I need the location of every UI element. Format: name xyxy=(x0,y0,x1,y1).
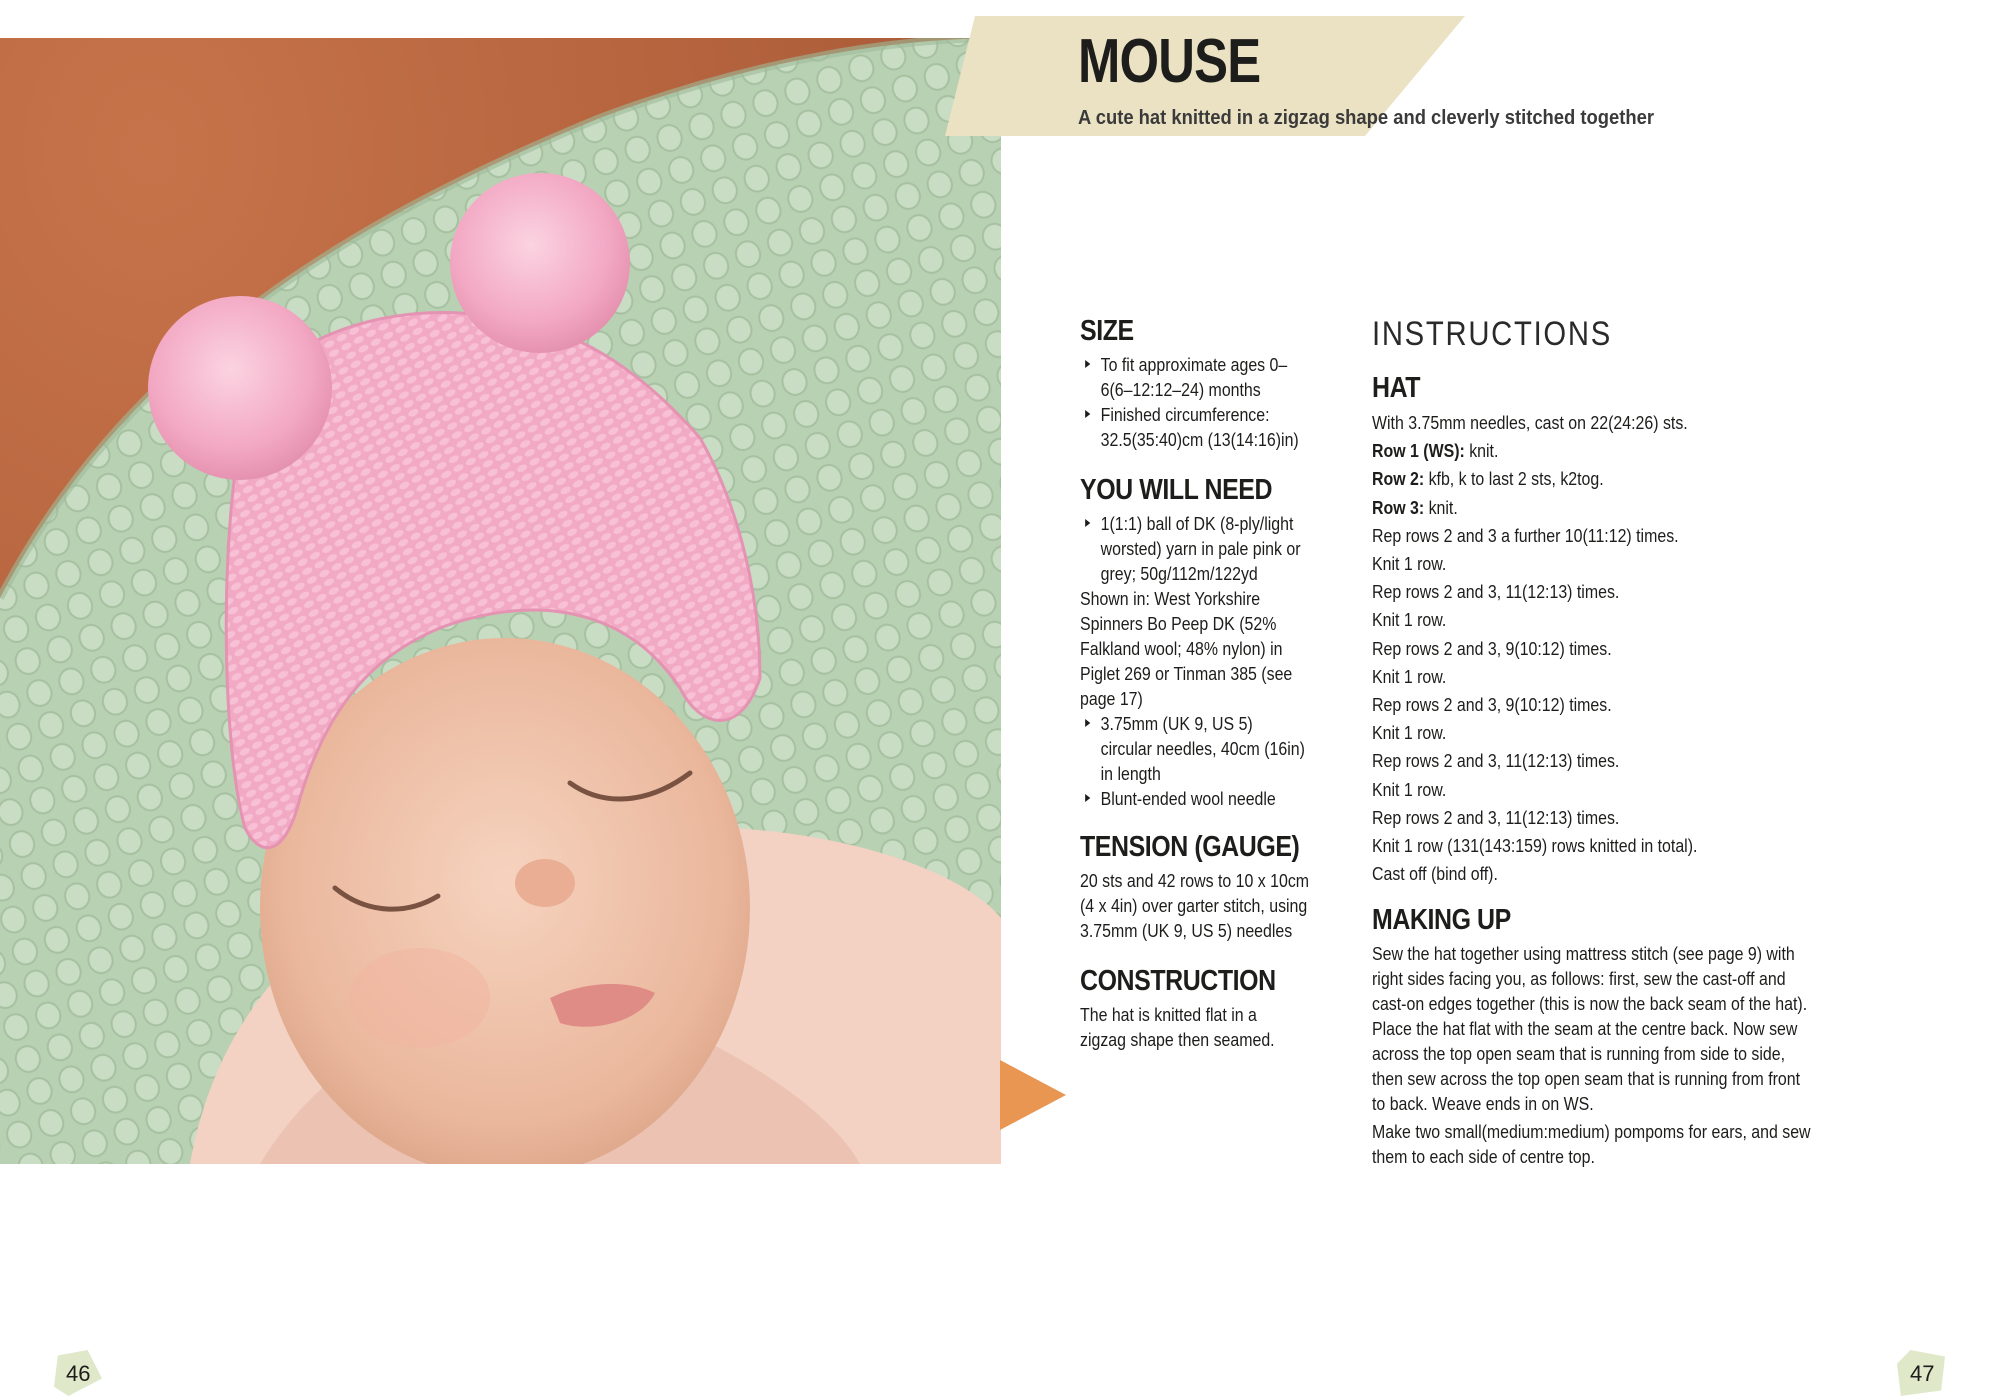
details-column xyxy=(1080,315,1370,1052)
hat-steps xyxy=(1372,409,1940,888)
step-line: Knit 1 row. xyxy=(1372,665,1447,687)
step-line: Rep rows 2 and 3, 11(12:13) times. xyxy=(1372,750,1620,772)
materials-item: 3.75mm (UK 9, US 5) circular needles, 40cm (16in) in length xyxy=(1080,711,1307,786)
hat-intro: With 3.75mm needles, cast on 22(24:26) sts. xyxy=(1372,412,1688,433)
pattern-subtitle: A cute hat knitted in a zigzag shape and cleverly stitched together xyxy=(1078,107,1654,129)
materials-list-continued xyxy=(1080,711,1371,811)
size-heading: SIZE xyxy=(1080,315,1134,347)
orange-pointer-arrow xyxy=(1000,1060,1066,1130)
step-line: Knit 1 row. xyxy=(1372,722,1447,744)
shown-in-text: Shown in: West Yorkshire Spinners Bo Peep DK (52% Falkland wool; 48% nylon) in Piglet 269 or Tinman 385 (see page 17) xyxy=(1080,588,1293,709)
step-line: Rep rows 2 and 3 a further 10(11:12) times. xyxy=(1372,524,1679,546)
tension-heading: TENSION (GAUGE) xyxy=(1080,831,1300,863)
making-up-text-2: Make two small(medium:medium) pompoms for ears, and sew them to each side of centre top. xyxy=(1372,1121,1811,1168)
hat-heading: HAT xyxy=(1372,372,1421,404)
construction-heading: CONSTRUCTION xyxy=(1080,965,1276,997)
step-line: Cast off (bind off). xyxy=(1372,863,1498,885)
step-line: Rep rows 2 and 3, 9(10:12) times. xyxy=(1372,694,1612,716)
instructions-heading: INSTRUCTIONS xyxy=(1372,315,1612,353)
baby-hat-photo xyxy=(0,38,1001,1164)
step-line: Rep rows 2 and 3, 11(12:13) times. xyxy=(1372,806,1620,828)
size-item: Finished circumference: 32.5(35:40)cm (13(14:16)in) xyxy=(1080,402,1303,452)
step-line: Rep rows 2 and 3, 9(10:12) times. xyxy=(1372,637,1612,659)
row-3 xyxy=(1372,494,1940,522)
page-number-left: 46 xyxy=(66,1361,91,1386)
row-1-label: Row 1 (WS): xyxy=(1372,440,1465,462)
row-2-label: Row 2: xyxy=(1372,468,1425,490)
step-line: Knit 1 row (131(143:159) rows knitted in total). xyxy=(1372,835,1698,857)
size-item: To fit approximate ages 0–6(6–12:12–24) months xyxy=(1080,352,1303,402)
materials-item: Blunt-ended wool needle xyxy=(1080,786,1316,811)
row-3-text: knit. xyxy=(1424,496,1458,518)
size-list xyxy=(1080,352,1371,452)
making-up-text: Sew the hat together using mattress stitch (see page 9) with right sides facing you, as follows: first, sew the cast-off and cast-on edges together (this is now the back seam of the hat). Place the hat flat with the seam at the centre back. Now sew across the top open seam that is running from side to side, then sew across the top open seam that is running from front to back. Weave ends in on WS. xyxy=(1372,943,1808,1115)
materials-item: 1(1:1) ball of DK (8-ply/light worsted) yarn in pale pink or grey; 50g/112m/122yd xyxy=(1080,511,1316,586)
step-line: Knit 1 row. xyxy=(1372,778,1447,800)
row-3-label: Row 3: xyxy=(1372,496,1425,518)
step-line: Knit 1 row. xyxy=(1372,609,1447,631)
making-up-heading: MAKING UP xyxy=(1372,904,1511,937)
you-will-need-heading: YOU WILL NEED xyxy=(1080,474,1273,506)
page-number-right: 47 xyxy=(1910,1361,1935,1386)
step-line: Rep rows 2 and 3, 11(12:13) times. xyxy=(1372,581,1620,603)
tension-text: 20 sts and 42 rows to 10 x 10cm (4 x 4in) over garter stitch, using 3.75mm (UK 9, US 5) needles xyxy=(1080,870,1310,941)
step-line: Knit 1 row. xyxy=(1372,553,1447,575)
row-2-text: kfb, k to last 2 sts, k2tog. xyxy=(1424,468,1604,490)
construction-text: The hat is knitted flat in a zigzag shape then seamed. xyxy=(1080,1004,1275,1050)
row-2 xyxy=(1372,465,1940,493)
materials-list xyxy=(1080,511,1371,586)
photo-illustration xyxy=(0,38,1001,1164)
instructions-column xyxy=(1372,315,1942,1169)
row-1-text: knit. xyxy=(1464,440,1499,462)
pattern-title: MOUSE xyxy=(1078,27,1261,96)
row-1 xyxy=(1372,437,1940,465)
